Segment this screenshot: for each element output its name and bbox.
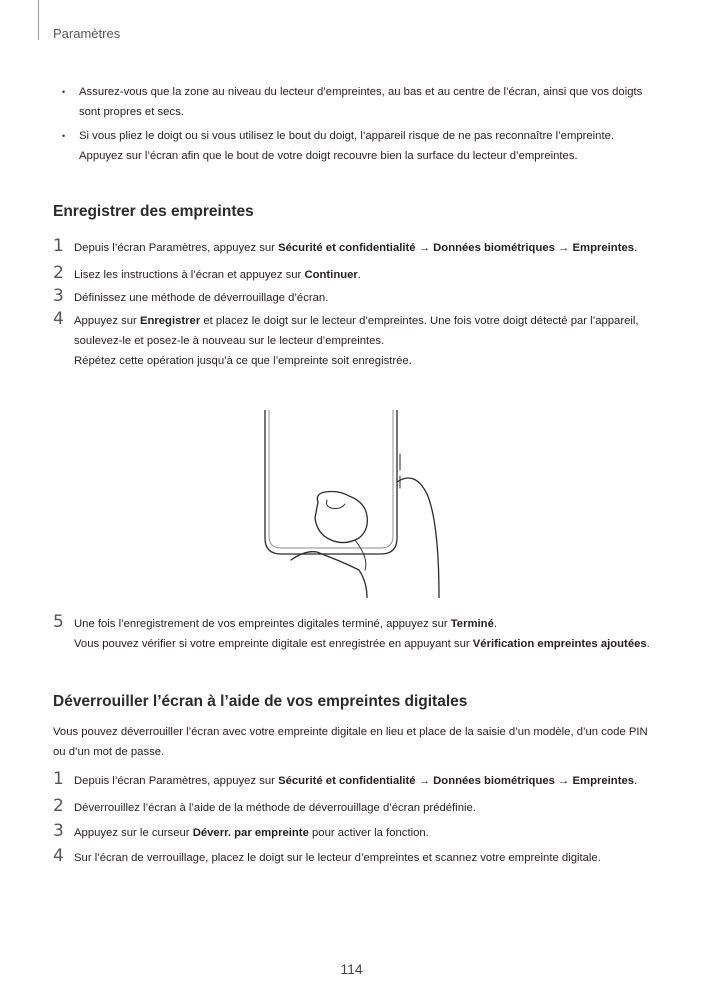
phone-outline xyxy=(265,410,397,554)
step-item: 3 Définissez une méthode de déverrouillage d’écran. xyxy=(53,286,329,306)
unlock-intro: Vous pouvez déverrouiller l’écran avec votre empreinte digitale en lieu et place de la saisie d’un modèle, d’un code PIN ou d’un mot de passe. xyxy=(53,726,648,758)
step-number: 3 xyxy=(53,821,64,841)
step-number: 3 xyxy=(53,286,64,306)
thumb xyxy=(315,492,367,543)
section-heading-register: Enregistrer des empreintes xyxy=(53,203,254,220)
step-item: 2 Lisez les instructions à l’écran et appuyez sur Continuer. xyxy=(53,263,361,283)
step-item: 1 Depuis l’écran Paramètres, appuyez sur Sécurité et confidentialité → Données biométriques → Empreintes. xyxy=(53,769,638,789)
step-item: 5 Une fois l’enregistrement de vos empreintes digitales terminé, appuyez sur Terminé. Vous pouvez vérifier si votre empreinte digitale est enregistrée en appuyant sur Vérification empreintes ajoutées. xyxy=(53,612,650,650)
step-number: 2 xyxy=(53,263,64,283)
hand-outline xyxy=(397,478,439,598)
register-steps xyxy=(53,238,653,371)
step-number: 4 xyxy=(53,309,64,329)
step-item: 3 Appuyez sur le curseur Déverr. par empreinte pour activer la fonction. xyxy=(53,821,429,841)
step-item: 4 Sur l’écran de verrouillage, placez le doigt sur le lecteur d’empreintes et scannez votre empreinte digitale. xyxy=(53,846,601,866)
tip-item: • Assurez-vous que la zone au niveau du lecteur d’empreintes, au bas et au centre de l’écran, ainsi que vos doigts sont propres et secs. xyxy=(62,82,652,122)
step-number: 4 xyxy=(53,846,64,866)
tip-item: • Si vous pliez le doigt ou si vous utilisez le bout du doigt, l’appareil risque de ne pas reconnaître l’empreinte. Appuyez sur l’écran afin que le bout de votre doigt recouvre bien la surface du lecteur d’empreintes. xyxy=(62,126,652,166)
page-number: 114 xyxy=(340,961,363,977)
step-number: 1 xyxy=(53,769,64,789)
step-item: 4 Appuyez sur Enregistrer et placez le doigt sur le lecteur d’empreintes. Une fois votre doigt détecté par l’appareil, soulevez-le et posez-le à nouveau sur le lecteur d’empreintes. Répétez cette opération jusqu’à ce que l’empreinte soit enregistrée. xyxy=(53,309,639,367)
phone-screen-edge xyxy=(269,410,393,548)
finger-crease xyxy=(355,540,366,570)
header-rule xyxy=(38,0,39,40)
section-header: Paramètres xyxy=(53,26,121,41)
tips-list xyxy=(62,82,652,170)
step-number: 2 xyxy=(53,796,64,816)
step-number: 1 xyxy=(53,236,64,256)
step-item: 2 Déverrouillez l’écran à l’aide de la méthode de déverrouillage d’écran prédéfinie. xyxy=(53,796,476,816)
unlock-steps xyxy=(53,771,653,868)
step-number: 5 xyxy=(53,612,64,632)
thumbnail xyxy=(327,500,346,509)
step-item: 1 Depuis l’écran Paramètres, appuyez sur Sécurité et confidentialité → Données biométriques → Empreintes. xyxy=(53,236,638,256)
fingerprint-illustration xyxy=(255,410,455,598)
register-steps-continued xyxy=(53,614,653,654)
section-heading-unlock: Déverrouiller l’écran à l’aide de vos empreintes digitales xyxy=(53,693,468,710)
thumb-base xyxy=(291,552,367,598)
